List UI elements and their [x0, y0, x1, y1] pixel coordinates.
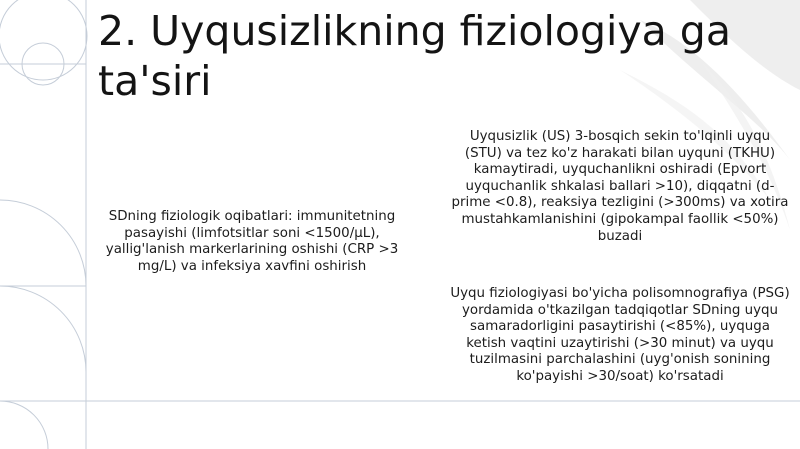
right-text-block-bottom: Uyqu fiziologiyasi bo'yicha polisomnografiya (PSG) yordamida o'tkazilgan tadqiqotlar SDning uyqu samaradorligini pasaytirishi (<85%), uyquga ketish vaqtini uzaytirishi (>30 minut) va uyqu tuzilmasini parchalashini (uyg'onish sonining ko'payishi >30/soat) ko'rsatadi: [450, 286, 790, 384]
left-text-block: SDning fiziologik oqibatlari: immunitetning pasayishi (limfotsitlar soni <1500/μL), yallig'lanish markerlarining oshishi (CRP >3 mg/L) va infeksiya xavfini oshirish: [105, 209, 399, 274]
slide-title: 2. Uyqusizlikning fiziologiya ga ta'siri: [98, 7, 731, 105]
right-text-block-top: Uyqusizlik (US) 3-bosqich sekin to'lqinli uyqu (STU) va tez ko'z harakati bilan uyquni (TKHU) kamaytiradi, uyquchanlikni oshiradi (Epvort uyquchanlik shkalasi ballari >10), diqqatni (d-prime <0.8), reaksiya tezligini (>300ms) va xotira mustahkamlanishini (gipokampal faollik <50%) buzadi: [451, 129, 789, 244]
